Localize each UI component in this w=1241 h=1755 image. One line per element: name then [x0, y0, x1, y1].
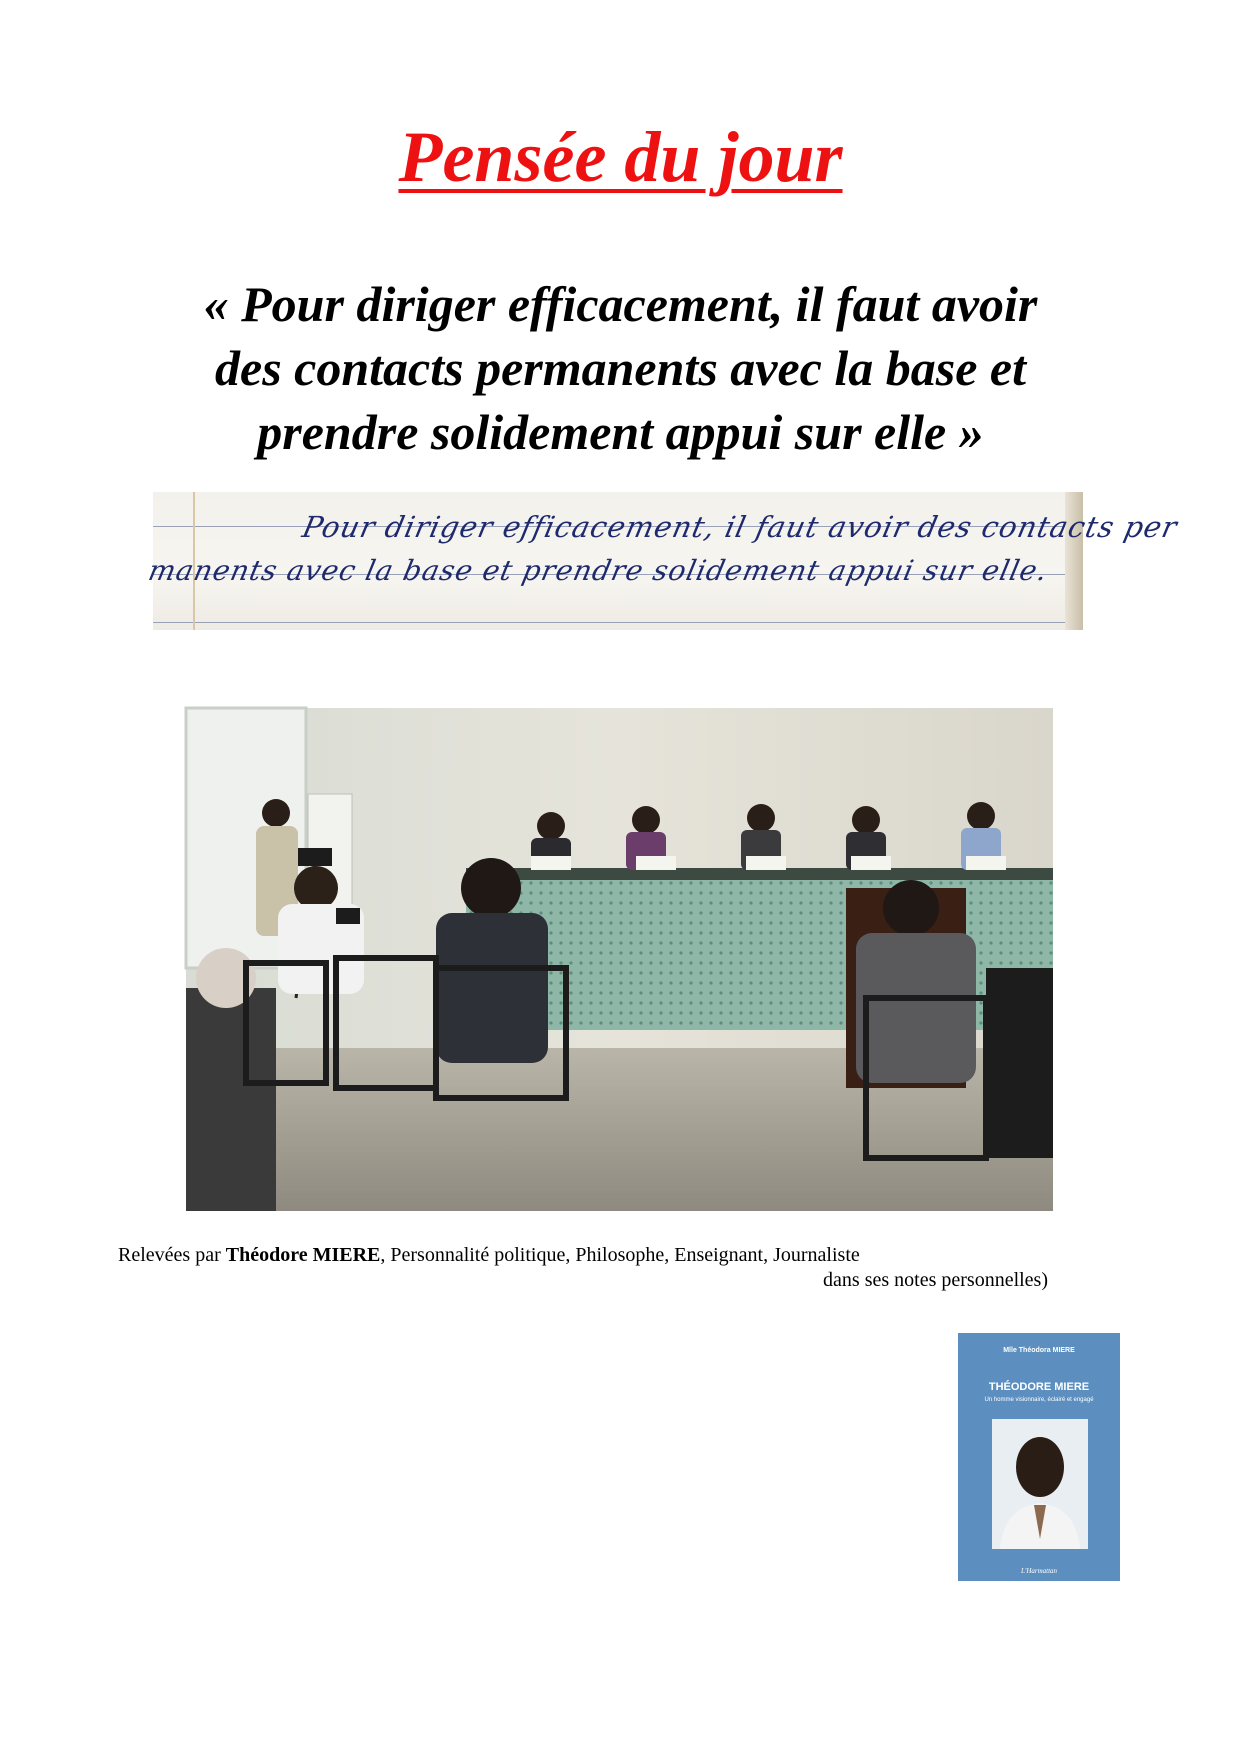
quote-block: [100, 272, 1141, 464]
handwriting-line-1: Pour diriger efficacement, il faut avoir des contacts per: [299, 510, 1181, 544]
quote-line-2: des contacts permanents avec la base et: [215, 340, 1026, 396]
caption-line-1: [118, 1243, 1048, 1268]
book-title: THÉODORE MIERE: [988, 1381, 1090, 1393]
caption-author-name: Théodore MIERE: [225, 1244, 381, 1266]
author-portrait: [992, 1419, 1088, 1549]
quote-line-3: prendre solidement appui sur elle »: [257, 404, 984, 460]
caption-prefix: Relevées par: [118, 1244, 226, 1266]
book-subtitle: Un homme visionnaire, éclairé et engagé: [984, 1397, 1094, 1403]
page-title: Pensée du jour: [398, 117, 843, 197]
caption-line-2: dans ses notes personnelles): [823, 1269, 1048, 1291]
handwritten-note-image: [145, 492, 1181, 630]
caption-suffix: , Personnalité politique, Philosophe, Enseignant, Journaliste: [380, 1244, 860, 1266]
book-author: Mlle Théodora MIERE: [1003, 1347, 1075, 1354]
caption: [118, 1243, 1048, 1293]
book-cover: [958, 1333, 1120, 1581]
quote-line-1: « Pour diriger efficacement, il faut avoir: [203, 276, 1038, 332]
ruled-line: [153, 622, 1083, 623]
conference-scene: [186, 708, 1053, 1211]
handwriting-line-2: manents avec la base et prendre solidement appui sur elle.: [145, 554, 1052, 587]
conference-photo: [186, 708, 1053, 1211]
book-publisher: L'Harmattan: [1020, 1567, 1058, 1575]
